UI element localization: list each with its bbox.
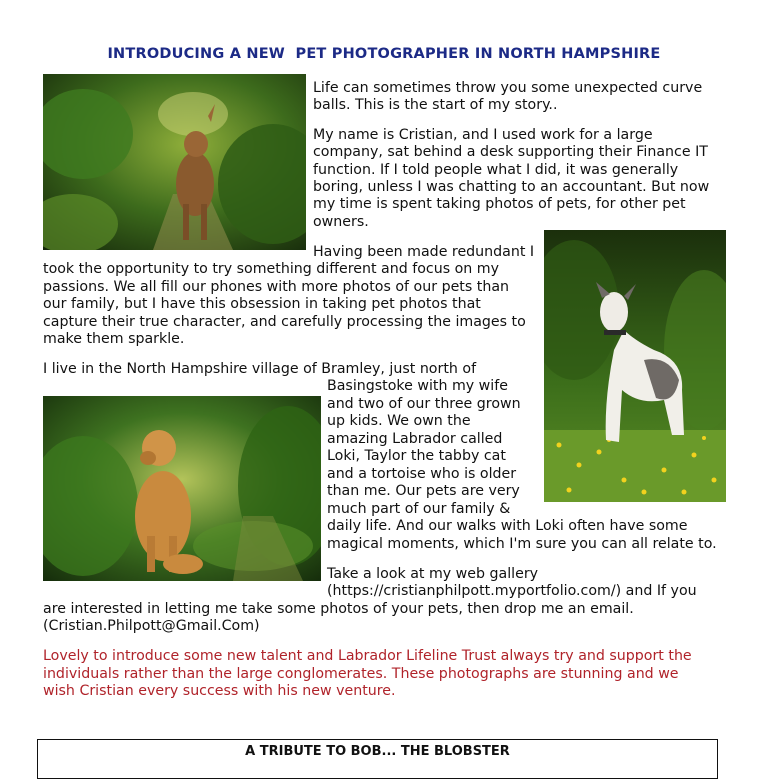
gallery-line-1: Take a look at my web gallery xyxy=(327,566,539,582)
background-line-6: owners. xyxy=(313,214,369,230)
labrador-sitting-photo xyxy=(43,396,321,581)
intro-line-2: balls. This is the start of my story.. xyxy=(313,97,558,113)
redundant-line-1: Having been made redundant I xyxy=(313,244,535,260)
gallery-line-3: are interested in letting me take some photos of your pets, then drop me an email. xyxy=(43,601,634,617)
home-line-5: amazing Labrador called xyxy=(327,431,503,447)
home-line-1: I live in the North Hampshire village of Bramley, just north of xyxy=(43,361,477,377)
home-line-2: Basingstoke with my wife xyxy=(327,378,508,394)
next-section-box xyxy=(37,739,718,779)
redundant-line-5: capture their true character, and carefully processing the images to xyxy=(43,314,526,330)
gallery-line-4: (Cristian.Philpott@Gmail.Com) xyxy=(43,618,260,634)
home-line-10: daily life. And our walks with Loki often have some xyxy=(327,518,688,534)
home-line-8: than me. Our pets are very xyxy=(327,483,520,499)
closing-line-2: individuals rather than the large conglomerates. These photographs are stunning and we xyxy=(43,666,679,682)
redundant-line-3: passions. We all fill our phones with more photos of our pets than xyxy=(43,279,510,295)
whippet-sitting-photo xyxy=(544,230,726,502)
redundant-line-6: make them sparkle. xyxy=(43,331,185,347)
background-line-4: boring, unless I was chatting to an accountant. But now xyxy=(313,179,710,195)
gallery-line-2: (https://cristianphilpott.myportfolio.com/) and If you xyxy=(327,583,697,599)
dog-walking-photo xyxy=(43,74,306,250)
next-section-title: A TRIBUTE TO BOB... THE BLOBSTER xyxy=(245,744,510,759)
home-line-11: magical moments, which I'm sure you can all relate to. xyxy=(327,536,717,552)
closing-line-3: wish Cristian every success with his new venture. xyxy=(43,683,396,699)
home-line-7: and a tortoise who is older xyxy=(327,466,517,482)
home-line-4: up kids. We own the xyxy=(327,413,471,429)
background-line-2: company, sat behind a desk supporting their Finance IT xyxy=(313,144,708,160)
home-line-6: Loki, Taylor the tabby cat xyxy=(327,448,506,464)
page-title: INTRODUCING A NEW PET PHOTOGRAPHER IN NORTH HAMPSHIRE xyxy=(107,46,661,62)
home-line-3: and two of our three grown xyxy=(327,396,521,412)
redundant-line-2: took the opportunity to try something different and focus on my xyxy=(43,261,500,277)
redundant-line-4: our family, but I have this obsession in taking pet photos that xyxy=(43,296,481,312)
background-line-3: function. If I told people what I did, it was generally xyxy=(313,162,679,178)
background-line-5: my time is spent taking photos of pets, for other pet xyxy=(313,196,686,212)
background-line-1: My name is Cristian, and I used work for a large xyxy=(313,127,653,143)
home-line-9: much part of our family & xyxy=(327,501,511,517)
closing-line-1: Lovely to introduce some new talent and Labrador Lifeline Trust always try and support the xyxy=(43,648,692,664)
intro-line-1: Life can sometimes throw you some unexpected curve xyxy=(313,80,703,96)
